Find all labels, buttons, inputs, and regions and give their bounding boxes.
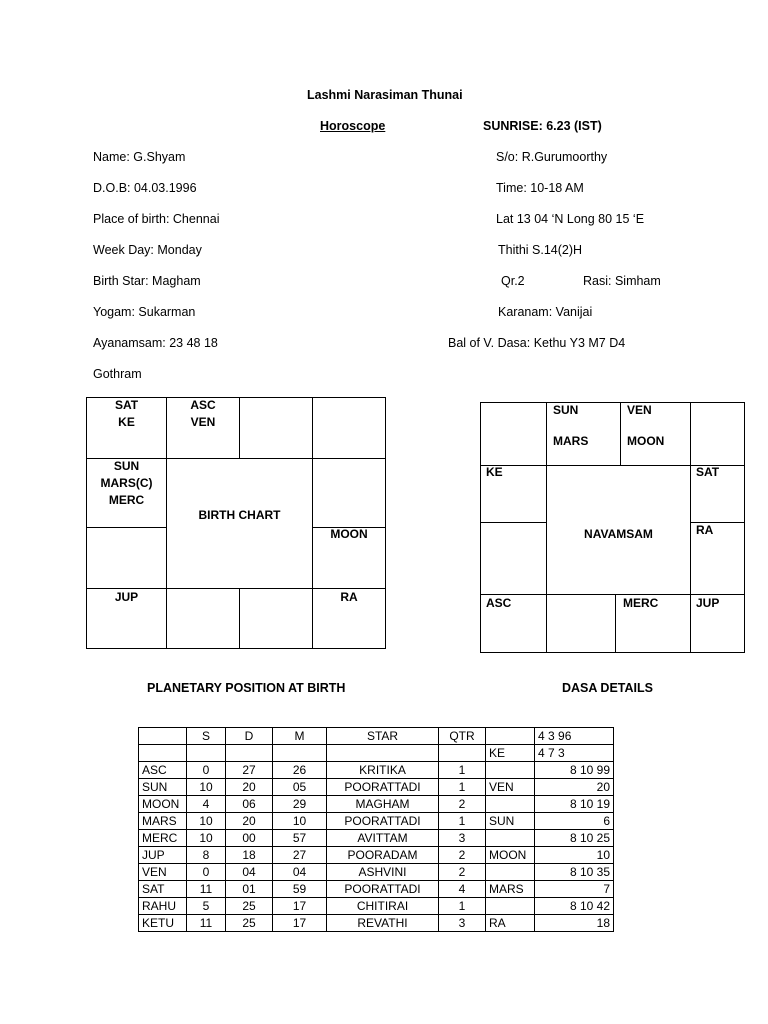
table-cell: 6	[535, 813, 614, 830]
table-cell: 8 10 19	[535, 796, 614, 813]
table-cell: MAGHAM	[327, 796, 439, 813]
table-cell	[486, 830, 535, 847]
table-cell: 10	[273, 813, 327, 830]
birth-chart-cell-11	[239, 588, 313, 649]
navamsam-cell-4	[690, 402, 745, 466]
table-cell: 8 10 99	[535, 762, 614, 779]
navamsam-cell-3-text-a: VEN	[627, 403, 652, 417]
table-cell	[139, 728, 187, 745]
table-cell: VEN	[486, 779, 535, 796]
table-cell: REVATHI	[327, 915, 439, 932]
table-cell: 25	[226, 915, 273, 932]
table-cell: 4	[187, 796, 226, 813]
table-cell: 2	[439, 796, 486, 813]
table-cell: KETU	[139, 915, 187, 932]
table-cell: 11	[187, 915, 226, 932]
table-cell: 20	[226, 779, 273, 796]
rasi-field: Rasi: Simham	[583, 274, 661, 288]
document-title: Lashmi Narasiman Thunai	[307, 88, 463, 102]
table-cell: MARS	[139, 813, 187, 830]
birth-chart-cell-2-text: ASC VEN	[190, 398, 216, 429]
table-cell: 27	[226, 762, 273, 779]
table-cell: 2	[439, 864, 486, 881]
table-cell: MOON	[486, 847, 535, 864]
navamsam-title: NAVAMSAM	[584, 527, 653, 541]
navamsam-cell-3-text-b: MOON	[627, 434, 665, 448]
table-cell: SUN	[139, 779, 187, 796]
birth-chart-cell-6	[86, 527, 167, 589]
table-cell: 20	[535, 779, 614, 796]
weekday-field: Week Day: Monday	[93, 243, 202, 257]
table-cell: 2	[439, 847, 486, 864]
table-cell: QTR	[439, 728, 486, 745]
table-cell: SUN	[486, 813, 535, 830]
table-cell: 06	[226, 796, 273, 813]
birth-chart-cell-5-text: SUN MARS(C) MERC	[100, 459, 153, 507]
table-cell: 8 10 42	[535, 898, 614, 915]
latlong-field: Lat 13 04 ‘N Long 80 15 ‘E	[496, 212, 645, 226]
table-cell: 18	[535, 915, 614, 932]
table-cell: MARS	[486, 881, 535, 898]
birth-chart-cell-8-text: MOON	[330, 527, 368, 541]
table-cell: D	[226, 728, 273, 745]
table-cell: ASHVINI	[327, 864, 439, 881]
table-cell: 20	[226, 813, 273, 830]
table-cell	[486, 864, 535, 881]
birth-chart-cell-1-text: SAT KE	[114, 398, 139, 429]
place-field: Place of birth: Chennai	[93, 212, 220, 226]
table-cell: 8	[187, 847, 226, 864]
birth-chart-cell-10	[166, 588, 240, 649]
table-cell	[439, 745, 486, 762]
table-row	[139, 779, 614, 796]
table-cell: 10	[187, 813, 226, 830]
birth-chart-cell-4	[312, 397, 386, 459]
table-cell: MERC	[139, 830, 187, 847]
table-cell: 04	[273, 864, 327, 881]
navamsam-cell-6-text: SAT	[696, 465, 720, 479]
table-cell: 00	[226, 830, 273, 847]
table-row	[139, 745, 614, 762]
gothram-field: Gothram	[93, 367, 142, 381]
table-cell: 8 10 25	[535, 830, 614, 847]
table-cell: RA	[486, 915, 535, 932]
table-cell: 29	[273, 796, 327, 813]
table-cell: 5	[187, 898, 226, 915]
dasa-details-heading: DASA DETAILS	[562, 681, 653, 695]
time-field: Time: 10-18 AM	[496, 181, 584, 195]
table-cell: 3	[439, 830, 486, 847]
table-cell: 17	[273, 898, 327, 915]
table-header-row	[139, 728, 614, 745]
table-cell: POORATTADI	[327, 813, 439, 830]
table-cell	[226, 745, 273, 762]
table-cell: 57	[273, 830, 327, 847]
table-cell	[486, 728, 535, 745]
table-cell	[139, 745, 187, 762]
table-cell: 4 3 96	[535, 728, 614, 745]
navamsam-cell-11-text: MERC	[623, 596, 659, 610]
table-cell: 1	[439, 898, 486, 915]
table-cell: 11	[187, 881, 226, 898]
table-cell: 10	[535, 847, 614, 864]
table-row	[139, 881, 614, 898]
navamsam-cell-8-text: RA	[696, 523, 714, 537]
bal-dasa-field: Bal of V. Dasa: Kethu Y3 M7 D4	[448, 336, 626, 350]
table-cell: 0	[187, 864, 226, 881]
table-cell	[327, 745, 439, 762]
planetary-table	[138, 727, 614, 932]
karanam-field: Karanam: Vanijai	[498, 305, 593, 319]
table-cell: 7	[535, 881, 614, 898]
planetary-position-heading: PLANETARY POSITION AT BIRTH	[147, 681, 346, 695]
table-cell	[486, 898, 535, 915]
table-cell: VEN	[139, 864, 187, 881]
navamsam-cell-2-text-a: SUN	[553, 403, 579, 417]
table-row	[139, 830, 614, 847]
table-cell: 8 10 35	[535, 864, 614, 881]
table-row	[139, 898, 614, 915]
table-cell: M	[273, 728, 327, 745]
navamsam-cell-12-text: JUP	[696, 596, 720, 610]
birth-chart-cell-12-text: RA	[340, 590, 358, 604]
ayanamsam-field: Ayanamsam: 23 48 18	[93, 336, 218, 350]
table-row	[139, 864, 614, 881]
table-cell: 05	[273, 779, 327, 796]
table-cell: ASC	[139, 762, 187, 779]
table-cell: S	[187, 728, 226, 745]
table-cell: 1	[439, 762, 486, 779]
table-cell: POORADAM	[327, 847, 439, 864]
table-cell: 18	[226, 847, 273, 864]
table-cell: POORATTADI	[327, 881, 439, 898]
table-cell: 01	[226, 881, 273, 898]
birth-chart-cell-3	[239, 397, 313, 459]
sunrise-text: SUNRISE: 6.23 (IST)	[483, 119, 602, 133]
table-cell: 4 7 3	[535, 745, 614, 762]
table-cell: 0	[187, 762, 226, 779]
table-cell: RAHU	[139, 898, 187, 915]
name-field: Name: G.Shyam	[93, 150, 186, 164]
table-cell: 27	[273, 847, 327, 864]
table-cell: POORATTADI	[327, 779, 439, 796]
table-cell: 26	[273, 762, 327, 779]
table-cell: 1	[439, 813, 486, 830]
table-cell	[273, 745, 327, 762]
table-cell: SAT	[139, 881, 187, 898]
table-cell: 25	[226, 898, 273, 915]
parent-field: S/o: R.Gurumoorthy	[496, 150, 608, 164]
navamsam-cell-2-text-b: MARS	[553, 434, 589, 448]
navamsam-cell-7	[480, 522, 547, 595]
dob-field: D.O.B: 04.03.1996	[93, 181, 197, 195]
table-cell: 4	[439, 881, 486, 898]
table-cell: 59	[273, 881, 327, 898]
table-cell: 04	[226, 864, 273, 881]
table-cell: CHITIRAI	[327, 898, 439, 915]
table-cell: KE	[486, 745, 535, 762]
table-cell: 1	[439, 779, 486, 796]
table-cell: 10	[187, 779, 226, 796]
qr-field: Qr.2	[501, 274, 525, 288]
navamsam-cell-1	[480, 402, 547, 466]
table-cell: 17	[273, 915, 327, 932]
horoscope-heading: Horoscope	[320, 119, 386, 133]
table-cell: 10	[187, 830, 226, 847]
table-cell: AVITTAM	[327, 830, 439, 847]
table-row	[139, 796, 614, 813]
table-cell: MOON	[139, 796, 187, 813]
table-row	[139, 915, 614, 932]
thithi-field: Thithi S.14(2)H	[498, 243, 583, 257]
table-row	[139, 762, 614, 779]
birth-chart-cell-9-text: JUP	[114, 590, 139, 604]
table-cell: KRITIKA	[327, 762, 439, 779]
birth-chart-title: BIRTH CHART	[198, 508, 281, 522]
table-cell: STAR	[327, 728, 439, 745]
yogam-field: Yogam: Sukarman	[93, 305, 196, 319]
birth-star-field: Birth Star: Magham	[93, 274, 201, 288]
table-cell	[486, 796, 535, 813]
navamsam-cell-9-text: ASC	[486, 596, 512, 610]
table-cell	[486, 762, 535, 779]
navamsam-cell-5-text: KE	[486, 465, 503, 479]
birth-chart-cell-7	[312, 458, 386, 528]
table-cell: JUP	[139, 847, 187, 864]
table-row	[139, 813, 614, 830]
table-row	[139, 847, 614, 864]
navamsam-cell-10	[546, 594, 616, 653]
table-cell: 3	[439, 915, 486, 932]
table-cell	[187, 745, 226, 762]
